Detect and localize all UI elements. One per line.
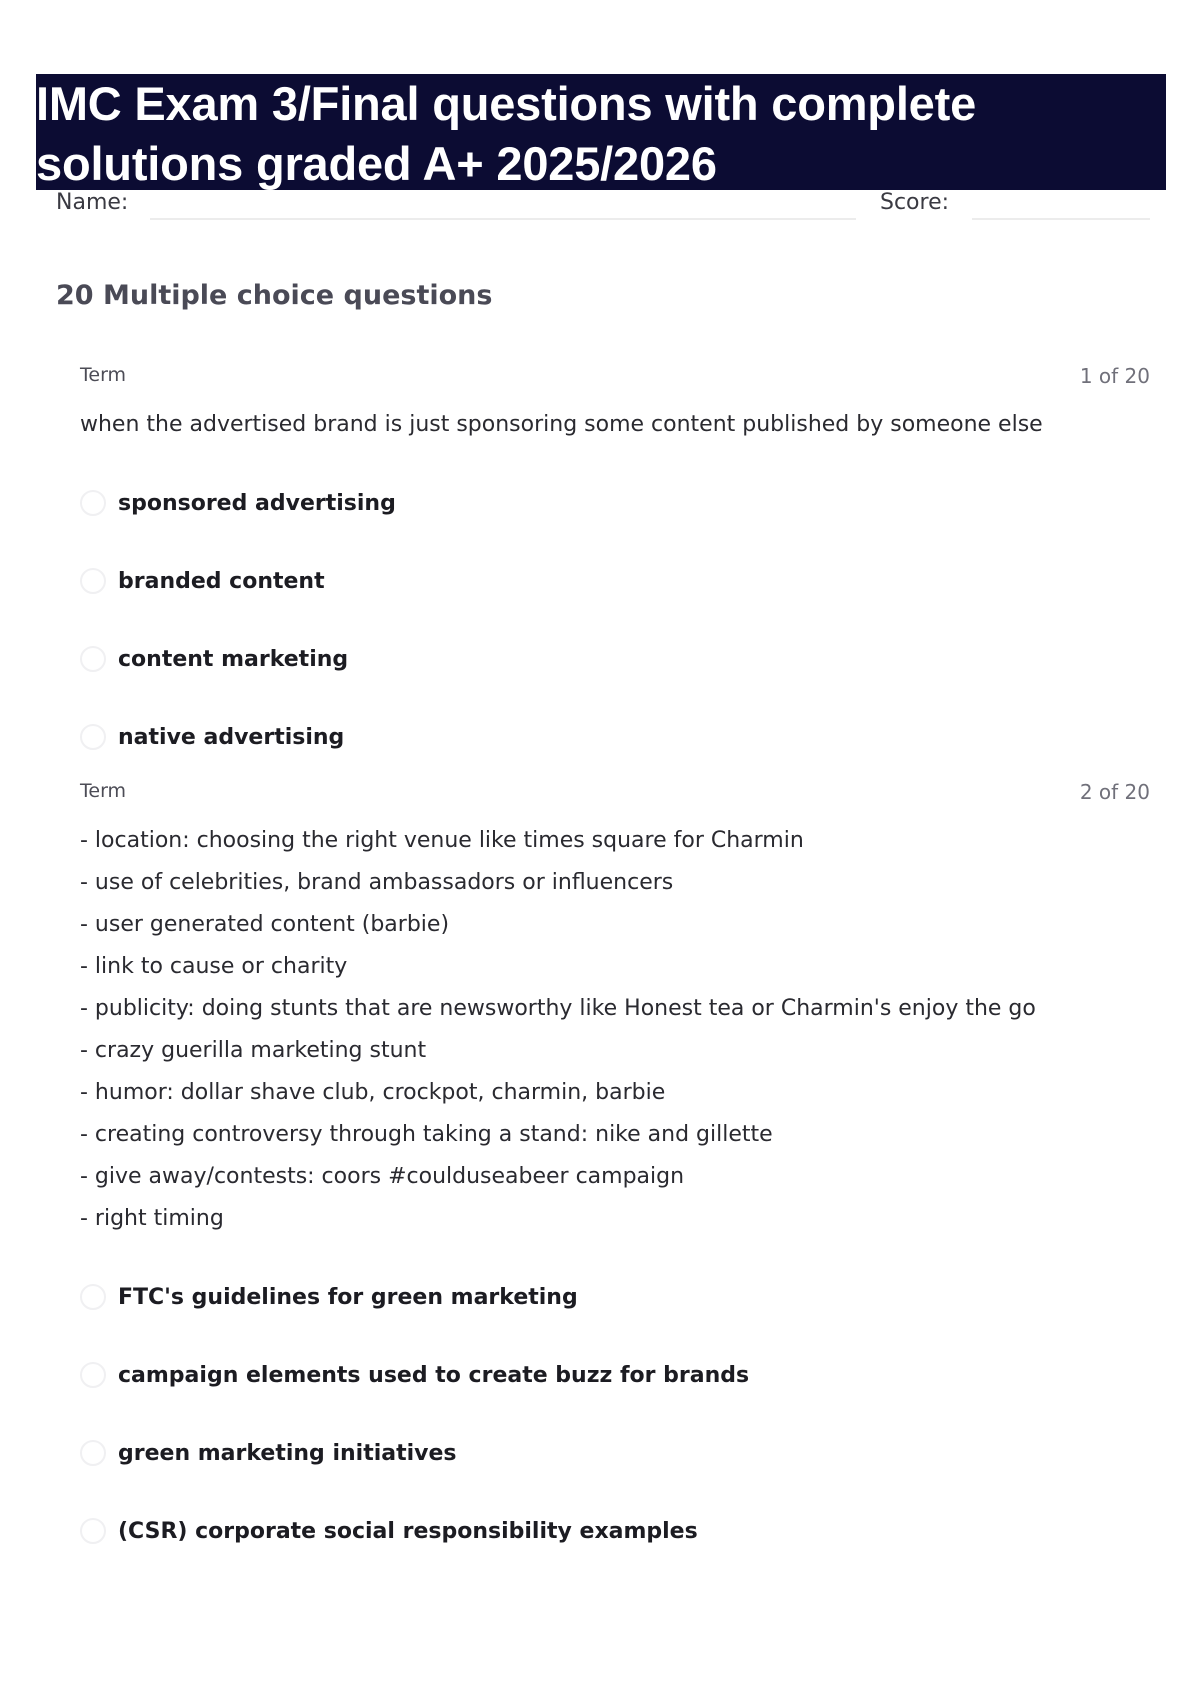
prompt-line: when the advertised brand is just sponsoring some content published by someone else <box>80 412 1043 437</box>
answer-option-label: campaign elements used to create buzz for brands <box>118 1362 750 1388</box>
question-counter: 2 of 20 <box>1079 780 1150 804</box>
prompt-line: - crazy guerilla marketing stunt <box>80 1038 427 1063</box>
answer-option-label: native advertising <box>118 724 345 750</box>
name-score-row <box>56 190 1150 224</box>
question-prompt <box>80 820 1150 1240</box>
prompt-line: - link to cause or charity <box>80 954 348 979</box>
prompt-line: - use of celebrities, brand ambassadors or influencers <box>80 870 674 895</box>
answer-option-label: content marketing <box>118 646 349 672</box>
answer-option[interactable] <box>80 1336 1150 1414</box>
answer-option-label: (CSR) corporate social responsibility examples <box>118 1518 698 1544</box>
radio-button-icon[interactable] <box>80 490 106 516</box>
radio-button-icon[interactable] <box>80 1362 106 1388</box>
answer-option-label: branded content <box>118 568 325 594</box>
answer-option[interactable] <box>80 1492 1150 1570</box>
answer-option-label: FTC's guidelines for green marketing <box>118 1284 578 1310</box>
radio-button-icon[interactable] <box>80 646 106 672</box>
document-title-line-1: IMC Exam 3/Final questions with complete <box>36 77 977 130</box>
question-header <box>80 364 1150 394</box>
prompt-line: - user generated content (barbie) <box>80 912 450 937</box>
prompt-line: - give away/contests: coors #coulduseabeer campaign <box>80 1164 685 1189</box>
prompt-line: - location: choosing the right venue like times square for Charmin <box>80 828 804 853</box>
prompt-line: - publicity: doing stunts that are newsworthy like Honest tea or Charmin's enjoy the go <box>80 996 1036 1021</box>
name-label: Name: <box>56 190 129 215</box>
question-prompt <box>80 404 1150 446</box>
radio-button-icon[interactable] <box>80 568 106 594</box>
section-heading: 20 Multiple choice questions <box>56 280 493 311</box>
answer-option[interactable] <box>80 542 1150 620</box>
answer-options <box>80 1258 1150 1570</box>
answer-option-label: green marketing initiatives <box>118 1440 457 1466</box>
answer-option[interactable] <box>80 1414 1150 1492</box>
question-header <box>80 780 1150 810</box>
radio-button-icon[interactable] <box>80 724 106 750</box>
question-2 <box>80 780 1150 1570</box>
term-label: Term <box>80 780 127 802</box>
radio-button-icon[interactable] <box>80 1284 106 1310</box>
prompt-line: - creating controversy through taking a stand: nike and gillette <box>80 1122 773 1147</box>
question-1 <box>80 364 1150 776</box>
answer-option[interactable] <box>80 464 1150 542</box>
answer-option[interactable] <box>80 620 1150 698</box>
radio-button-icon[interactable] <box>80 1440 106 1466</box>
title-banner <box>36 74 1166 190</box>
answer-option-label: sponsored advertising <box>118 490 396 516</box>
term-label: Term <box>80 364 127 386</box>
document-title-line-2: solutions graded A+ 2025/2026 <box>36 137 717 190</box>
document-title <box>36 74 1166 194</box>
score-field-line[interactable] <box>972 218 1150 220</box>
answer-options <box>80 464 1150 776</box>
question-counter: 1 of 20 <box>1079 364 1150 388</box>
prompt-line: - right timing <box>80 1206 224 1231</box>
radio-button-icon[interactable] <box>80 1518 106 1544</box>
answer-option[interactable] <box>80 1258 1150 1336</box>
prompt-line: - humor: dollar shave club, crockpot, charmin, barbie <box>80 1080 666 1105</box>
answer-option[interactable] <box>80 698 1150 776</box>
score-label: Score: <box>880 190 950 215</box>
name-field-line[interactable] <box>150 218 856 220</box>
